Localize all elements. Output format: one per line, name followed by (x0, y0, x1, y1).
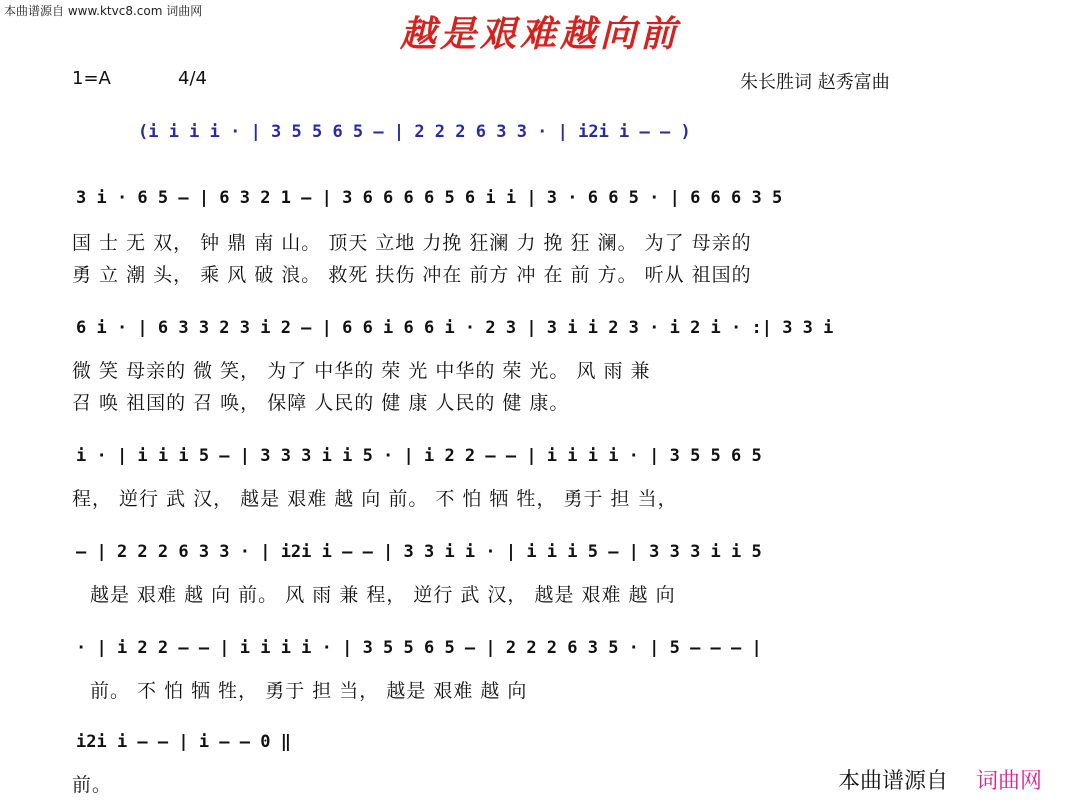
footer-site-label: 词曲网 (976, 769, 1043, 794)
notation-row-6: i2i i — — | i — — 0 ‖ (76, 732, 291, 752)
time-signature: 4/4 (178, 68, 207, 89)
lyric-row-2a: 微 笑 母亲的 微 笑， 为了 中华的 荣 光 中华的 荣 光。 风 雨 兼 (72, 360, 651, 382)
watermark: 本曲谱源自 www.ktvc8.com 词曲网 (4, 4, 203, 18)
footer-source-label: 本曲谱源自 (838, 769, 949, 794)
lyric-row-5: 前。 不 怕 牺 牲， 勇于 担 当， 越是 艰难 越 向 (90, 680, 528, 702)
credits: 朱长胜词 赵秀富曲 (740, 72, 890, 93)
notation-row-2: 6 i · | 6 3 3 2 3 i 2 — | 6 6 i 6 6 i · 2 3 | 3 i i 2 3 · i 2 i · :| 3 3 i (76, 318, 834, 338)
lyric-row-6: 前。 (72, 774, 113, 796)
key-signature: 1=A (72, 68, 111, 89)
notation-row-1: 3 i · 6 5 — | 6 3 2 1 — | 3 6 6 6 6 5 6 i i | 3 · 6 6 5 · | 6 6 6 3 5 (76, 188, 783, 208)
lyric-row-4: 越是 艰难 越 向 前。 风 雨 兼 程， 逆行 武 汉， 越是 艰难 越 向 (90, 584, 676, 606)
lyric-row-1b: 勇 立 潮 头， 乘 风 破 浪。 救死 扶伤 冲在 前方 冲 在 前 方。 听从 祖国的 (72, 264, 752, 286)
notation-row-3: i · | i i i 5 — | 3 3 3 i i 5 · | i 2 2 — — | i i i i · | 3 5 5 6 5 (76, 446, 762, 466)
lyric-row-3: 程， 逆行 武 汉， 越是 艰难 越 向 前。 不 怕 牺 牲， 勇于 担 当， (72, 488, 678, 510)
notation-row-5: · | i 2 2 — — | i i i i · | 3 5 5 6 5 — | 2 2 2 6 3 5 · | 5 — — — | (76, 638, 762, 658)
notation-row-4: — | 2 2 2 6 3 3 · | i2i i — — | 3 3 i i · | i i i 5 — | 3 3 3 i i 5 (76, 542, 762, 562)
page-title: 越是艰难越向前 (399, 13, 680, 55)
intro-notation: (i i i i · | 3 5 5 6 5 — | 2 2 2 6 3 3 · | i2i i — — ) (138, 122, 691, 142)
lyric-row-2b: 召 唤 祖国的 召 唤， 保障 人民的 健 康 人民的 健 康。 (72, 392, 570, 414)
lyric-row-1a: 国 士 无 双， 钟 鼎 南 山。 顶天 立地 力挽 狂澜 力 挽 狂 澜。 为了 母亲的 (72, 232, 752, 254)
